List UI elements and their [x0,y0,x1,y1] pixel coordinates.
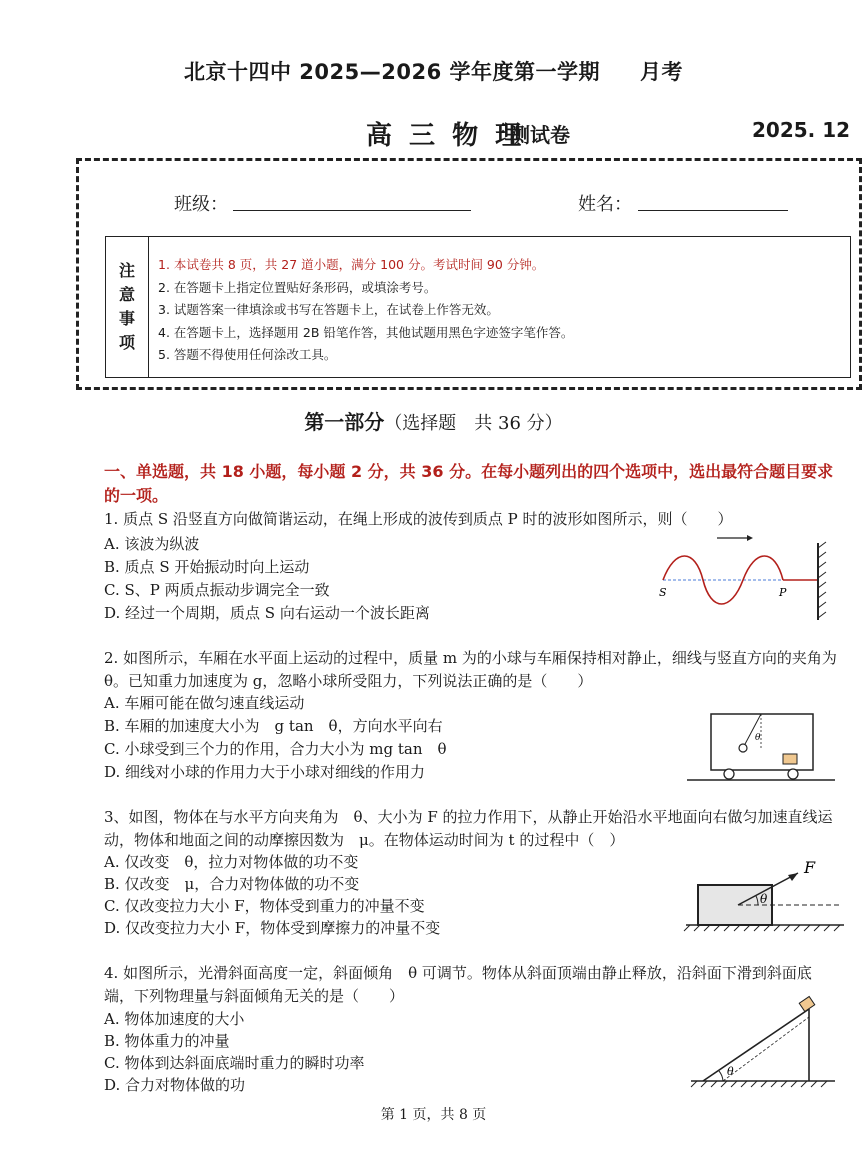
alternate-incline [723,1017,809,1081]
question-3-option-b: B. 仅改变 μ，合力对物体做的功不变 [104,875,360,893]
question-4-option-a: A. 物体加速度的大小 [104,1010,245,1028]
box-on-car [783,754,797,764]
question-4-option-c: C. 物体到达斜面底端时重力的瞬时功率 [104,1054,365,1072]
question-1-option-b: B. 质点 S 开始振动时向上运动 [104,558,310,576]
exam-title-main: 北京十四中 2025—2026 学年度第一学期 [183,60,600,84]
notice-heading-char: 事 [118,309,135,328]
block-figure [680,855,850,937]
notice-box [105,236,851,378]
question-3-option-a: A. 仅改变 θ，拉力对物体做的功不变 [104,853,359,871]
question-1-option-c: C. S、P 两质点振动步调完全一致 [104,581,330,599]
wall-hatch [818,542,826,618]
car-body [711,714,813,770]
angle-arc [719,1071,723,1081]
notice-item: 5. 答题不得使用任何涂改工具。 [158,347,337,362]
name-label: 姓名： [578,194,632,215]
question-1-stem: 1. 质点 S 沿竖直方向做简谐运动，在绳上形成的波传到质点 P 时的波形如图所示，则（ ） [104,510,733,528]
incline-figure [685,995,845,1090]
point-s-label: S [659,586,667,599]
test-label: 测试卷 [510,123,570,147]
question-2-option-d: D. 细线对小球的作用力大于小球对细线的作用力 [104,763,426,781]
question-4-option-b: B. 物体重力的冲量 [104,1032,230,1050]
notice-heading [106,237,149,377]
theta-label: θ [727,1065,734,1078]
question-3-option-c: C. 仅改变拉力大小 F，物体受到重力的冲量不变 [104,897,425,915]
notice-item: 1. 本试卷共 8 页，共 27 道小题，满分 100 分。考试时间 90 分钟。 [158,257,545,272]
ground-hatch [691,1081,827,1087]
name-field[interactable] [638,210,788,211]
point-p-label: P [779,586,787,599]
question-2-option-c: C. 小球受到三个力的作用，合力大小为 mg tan θ [104,740,447,758]
notice-list [158,254,573,367]
force-arrow-head [788,873,798,881]
page-footer: 第 1 页，共 8 页 [380,1107,487,1123]
exam-date: 2025. 12 [752,118,851,142]
part-title-sub: （选择题 共 36 分） [384,413,563,434]
question-2-stem: 2. 如图所示，车厢在水平面上运动的过程中，质量 m 为的小球与车厢保持相对静止，细线与竖直方向的夹角为 θ。已知重力加速度为 g，忽略小球所受阻力，下列说法正确的是（ ） [104,649,852,690]
question-2-option-b: B. 车厢的加速度大小为 g tan θ，方向水平向右 [104,717,443,735]
question-3-option-d: D. 仅改变拉力大小 F，物体受到摩擦力的冲量不变 [104,919,441,937]
question-4-stem: 4. 如图所示，光滑斜面高度一定，斜面倾角 θ 可调节。物体从斜面顶端由静止释放，沿斜面下滑到斜面底端，下列物理量与斜面倾角无关的是（ ） [104,964,812,1005]
theta-label: θ [755,733,761,743]
notice-item: 3. 试题答案一律填涂或书写在答题卡上，在试卷上作答无效。 [158,302,499,317]
notice-item: 2. 在答题卡上指定位置贴好条形码，或填涂考号。 [158,279,437,295]
question-3-stem: 3、如图，物体在与水平方向夹角为 θ、大小为 F 的拉力作用下，从静止开始沿水平地面向右做匀加速直线运动，物体和地面之间的动摩擦因数为 μ。在物体运动时间为 t 的过程中（ ） [104,808,833,849]
force-label: F [804,858,816,877]
wheel-right [788,769,798,779]
subject-title: 高 三 物 理 [366,121,526,151]
part-title [0,406,867,435]
notice-heading-char: 意 [118,285,135,304]
exam-title [0,56,867,86]
sliding-block [799,996,815,1011]
notice-heading-char: 注 [118,261,135,280]
notice-heading-char: 项 [118,333,135,352]
theta-label: θ [760,892,768,906]
question-4-option-d: D. 合力对物体做的功 [104,1076,246,1094]
question-1-option-d: D. 经过一个周期，质点 S 向右运动一个波长距离 [104,604,430,622]
part-title-main: 第一部分 [304,410,385,434]
notice-item: 4. 在答题卡上，选择题用 2B 铅笔作答，其他试题用黑色字迹签字笔作答。 [158,324,574,340]
wave-figure [655,528,830,628]
exam-title-month: 月考 [640,60,683,84]
car-figure [683,708,843,786]
wheel-left [724,769,734,779]
wave-arrow-head [747,535,753,541]
class-field[interactable] [233,210,471,211]
question-1-option-a: A. 该波为纵波 [104,535,200,553]
question-2-option-a: A. 车厢可能在做匀速直线运动 [104,694,305,712]
class-label: 班级： [174,194,228,215]
ball [739,744,747,752]
incline-surface [703,1009,809,1081]
section-instruction: 一、单选题，共 18 小题，每小题 2 分，共 36 分。在每小题列出的四个选项中，选出最符合题目要求的一项。 [104,462,834,505]
